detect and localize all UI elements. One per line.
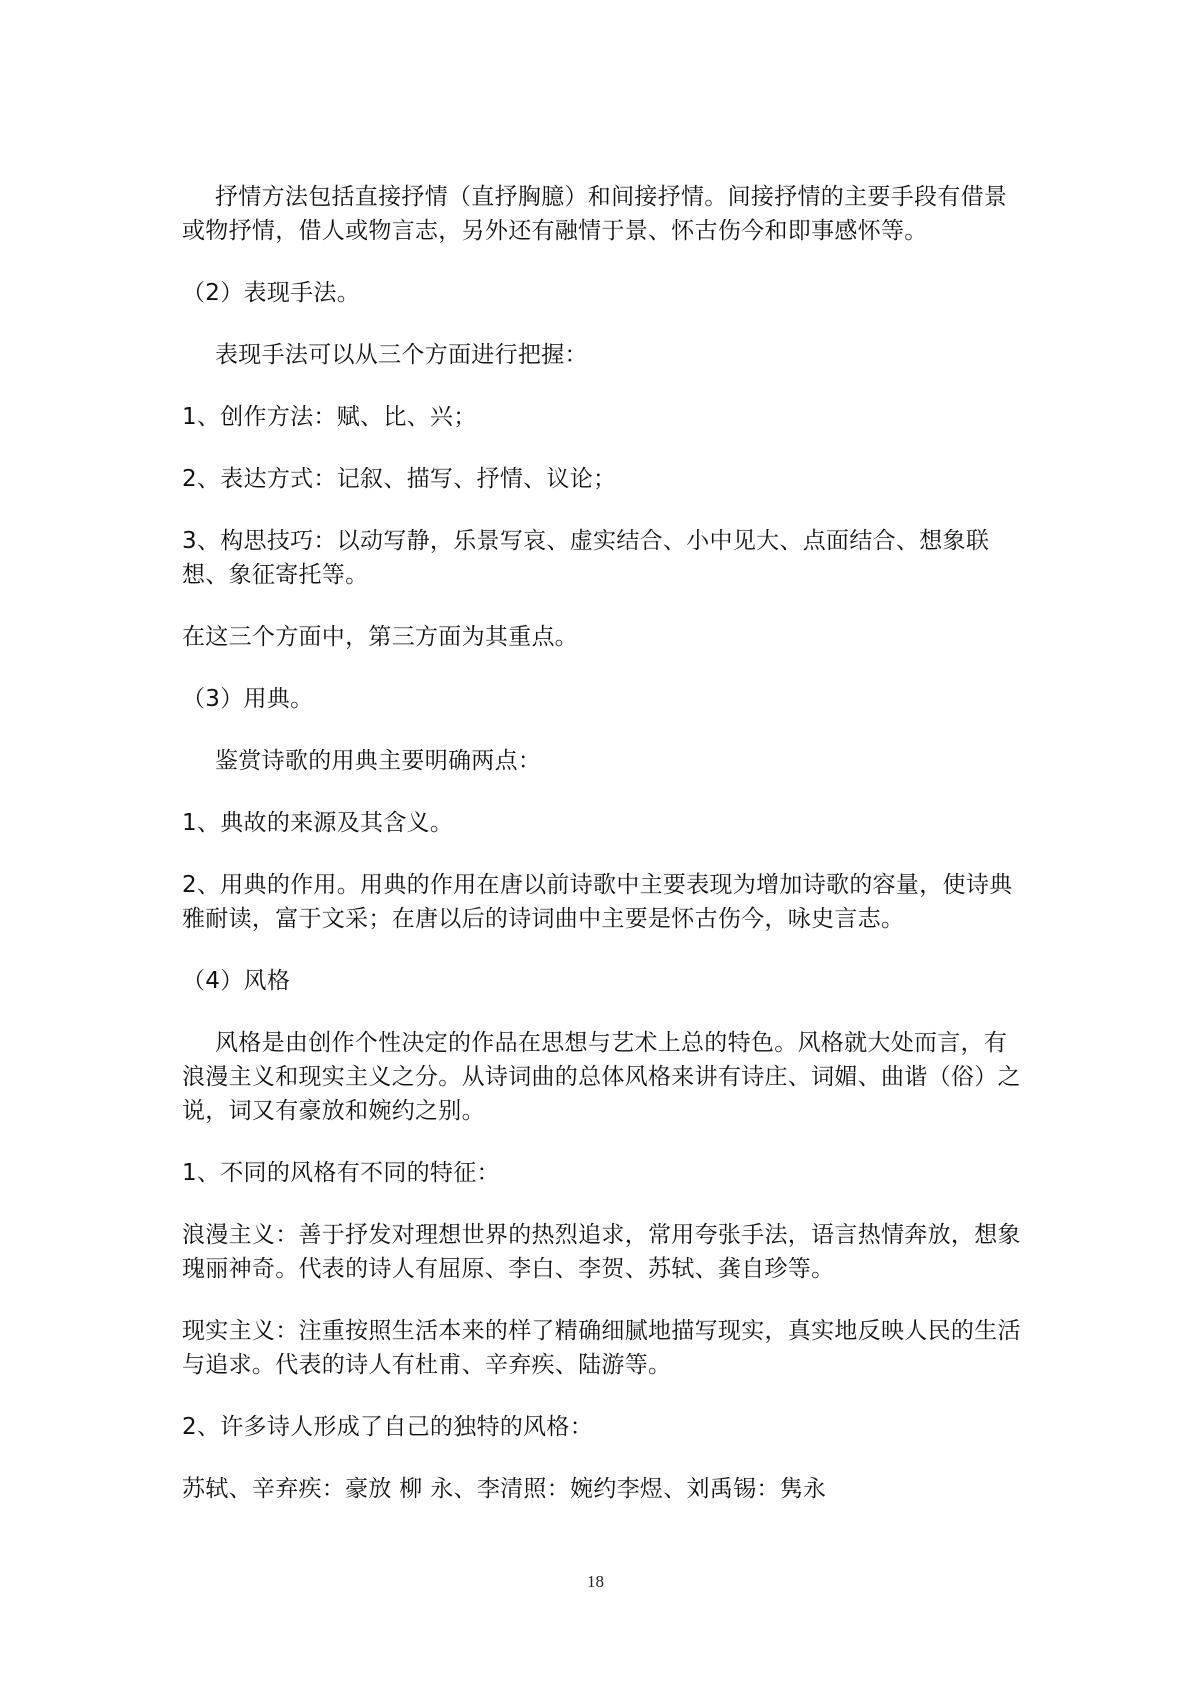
- paragraph-romanticism: 浪漫主义：善于抒发对理想世界的热烈追求，常用夸张手法，语言热情奔放，想象瑰丽神奇。代表的诗人有屈原、李白、李贺、苏轼、龚自珍等。: [182, 1222, 1021, 1282]
- list-item-allusion-function: 2、用典的作用。用典的作用在唐以前诗歌中主要表现为增加诗歌的容量，使诗典雅耐读，富于文采；在唐以后的诗词曲中主要是怀古伤今，咏史言志。: [182, 872, 1013, 932]
- section-heading-allusion: （3）用典。: [182, 686, 314, 712]
- page-number: 18: [587, 1572, 604, 1591]
- paragraph-lyric-methods: 抒情方法包括直接抒情（直抒胸臆）和间接抒情。间接抒情的主要手段有借景或物抒情，借人或物言志，另外还有融情于景、怀古伤今和即事感怀等。: [182, 184, 1008, 244]
- list-item-style-features: 1、不同的风格有不同的特征：: [182, 1160, 500, 1186]
- paragraph-allusion-intro: 鉴赏诗歌的用典主要明确两点：: [215, 748, 542, 774]
- body-text: [182, 180, 1022, 1534]
- list-item-creation-methods: 1、创作方法：赋、比、兴；: [182, 404, 477, 430]
- list-item-poet-styles: 2、许多诗人形成了自己的独特的风格：: [182, 1414, 594, 1440]
- section-heading-expression-techniques: （2）表现手法。: [182, 280, 361, 306]
- paragraph-realism: 现实主义：注重按照生活本来的样了精确细腻地描写现实，真实地反映人民的生活与追求。代表的诗人有杜甫、辛弃疾、陆游等。: [182, 1318, 1021, 1378]
- paragraph-techniques-intro: 表现手法可以从三个方面进行把握：: [215, 342, 588, 368]
- section-heading-style: （4）风格: [182, 968, 291, 994]
- paragraph-third-aspect-key: 在这三个方面中，第三方面为其重点。: [182, 624, 579, 650]
- list-item-expression-modes: 2、表达方式：记叙、描写、抒情、议论；: [182, 466, 617, 492]
- list-item-conception-skills: 3、构思技巧：以动写静，乐景写哀、虚实结合、小中见大、点面结合、想象联想、象征寄托等。: [182, 528, 990, 588]
- list-item-allusion-source: 1、典故的来源及其含义。: [182, 810, 454, 836]
- paragraph-style-definition: 风格是由创作个性决定的作品在思想与艺术上总的特色。风格就大处而言，有浪漫主义和现实主义之分。从诗词曲的总体风格来讲有诗庄、词媚、曲谐（俗）之说，词又有豪放和婉约之别。: [182, 1030, 1021, 1124]
- paragraph-poet-style-examples: 苏轼、辛弃疾：豪放 柳 永、李清照：婉约李煜、刘禹锡：隽永: [182, 1476, 827, 1502]
